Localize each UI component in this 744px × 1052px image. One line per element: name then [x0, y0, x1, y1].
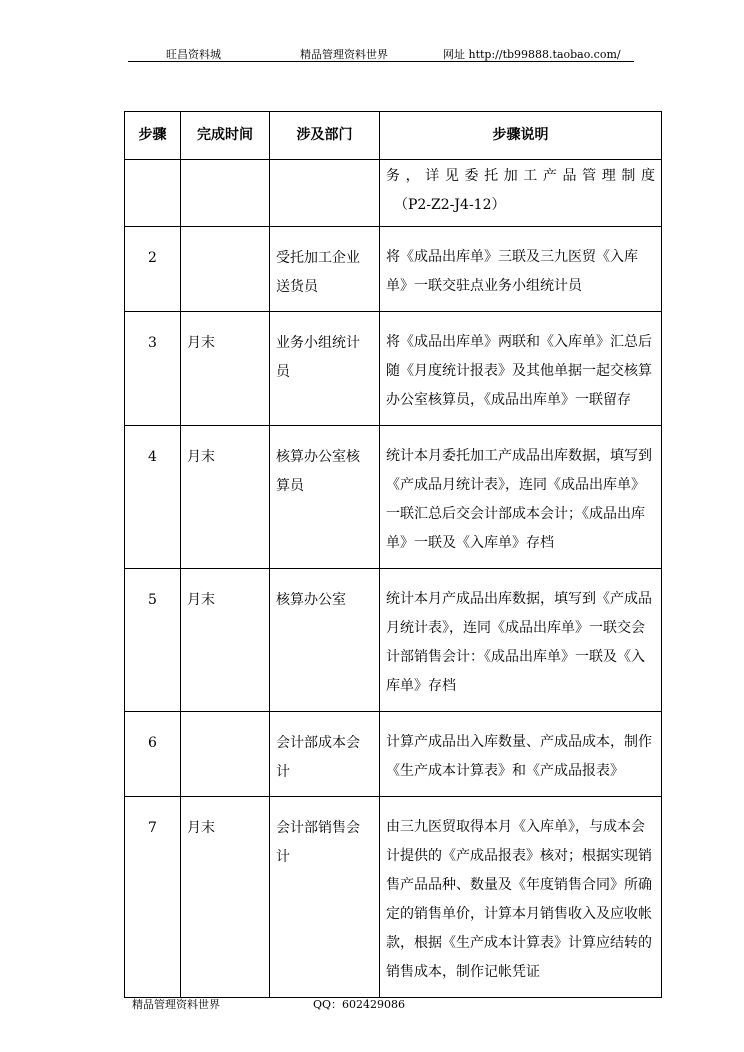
- cell-department: 受托加工企业送货员: [270, 227, 380, 312]
- header-middle-text: 精品管理资料世界: [300, 48, 388, 61]
- header-divider: [128, 61, 634, 62]
- cell-time: 月末: [181, 312, 270, 426]
- footer-left-text: 精品管理资料世界: [132, 998, 220, 1011]
- cell-step: 5: [125, 569, 181, 712]
- cell-step: 4: [125, 426, 181, 569]
- cell-step: 3: [125, 312, 181, 426]
- cell-time: 月末: [181, 569, 270, 712]
- cell-department: 会计部成本会计: [270, 712, 380, 797]
- column-header-description: 步骤说明: [380, 112, 662, 160]
- cell-description: 由三九医贸取得本月《入库单》，与成本会计提供的《产成品报表》核对；根据实现销售产品品种、数量及《年度销售合同》所确定的销售单价，计算本月销售收入及应收帐款，根据《生产成本计算表》计算应结转的销售成本，制作记帐凭证: [380, 797, 662, 998]
- column-header-time: 完成时间: [181, 112, 270, 160]
- cell-time: 月末: [181, 797, 270, 998]
- cell-description: 将《成品出库单》三联及三九医贸《入库单》一联交驻点业务小组统计员: [380, 227, 662, 312]
- table-row: [125, 227, 662, 312]
- table-row: [125, 569, 662, 712]
- table-row-continued: [125, 160, 662, 227]
- column-header-department: 涉及部门: [270, 112, 380, 160]
- cell-step: [125, 160, 181, 227]
- cell-description: [380, 160, 662, 227]
- cell-description: 计算产成品出入库数量、产成品成本，制作《生产成本计算表》和《产成品报表》: [380, 712, 662, 797]
- table-row: [125, 312, 662, 426]
- table-header-row: [125, 112, 662, 160]
- cell-step: 7: [125, 797, 181, 998]
- cell-time: [181, 712, 270, 797]
- cell-department: 核算办公室核算员: [270, 426, 380, 569]
- footer-qq-text: QQ：602429086: [313, 998, 406, 1011]
- cell-time: 月末: [181, 426, 270, 569]
- cell-time: [181, 160, 270, 227]
- cell-department: 业务小组统计员: [270, 312, 380, 426]
- cell-department: 会计部销售会计: [270, 797, 380, 998]
- description-line: （P2-Z2-J4-12）: [394, 197, 506, 213]
- header-left-text: 旺昌资料城: [166, 48, 221, 61]
- cell-time: [181, 227, 270, 312]
- description-line: 务，详见委托加工产品管理制度: [386, 168, 655, 184]
- cell-description: 统计本月产成品出库数据，填写到《产成品月统计表》，连同《成品出库单》一联交会计部销售会计：《成品出库单》一联及《入库单》存档: [380, 569, 662, 712]
- cell-department: 核算办公室: [270, 569, 380, 712]
- column-header-step: 步骤: [125, 112, 181, 160]
- table-row: [125, 712, 662, 797]
- cell-description: 统计本月委托加工产成品出库数据，填写到《产成品月统计表》，连同《成品出库单》一联汇总后交会计部成本会计；《成品出库单》一联及《入库单》存档: [380, 426, 662, 569]
- table-row: [125, 797, 662, 998]
- process-steps-table: [124, 111, 662, 998]
- header-url-text: 网址 http://tb99888.taobao.com/: [443, 48, 621, 61]
- cell-step: 2: [125, 227, 181, 312]
- cell-step: 6: [125, 712, 181, 797]
- cell-department: [270, 160, 380, 227]
- cell-description: 将《成品出库单》两联和《入库单》汇总后随《月度统计报表》及其他单据一起交核算办公室核算员，《成品出库单》一联留存: [380, 312, 662, 426]
- table-row: [125, 426, 662, 569]
